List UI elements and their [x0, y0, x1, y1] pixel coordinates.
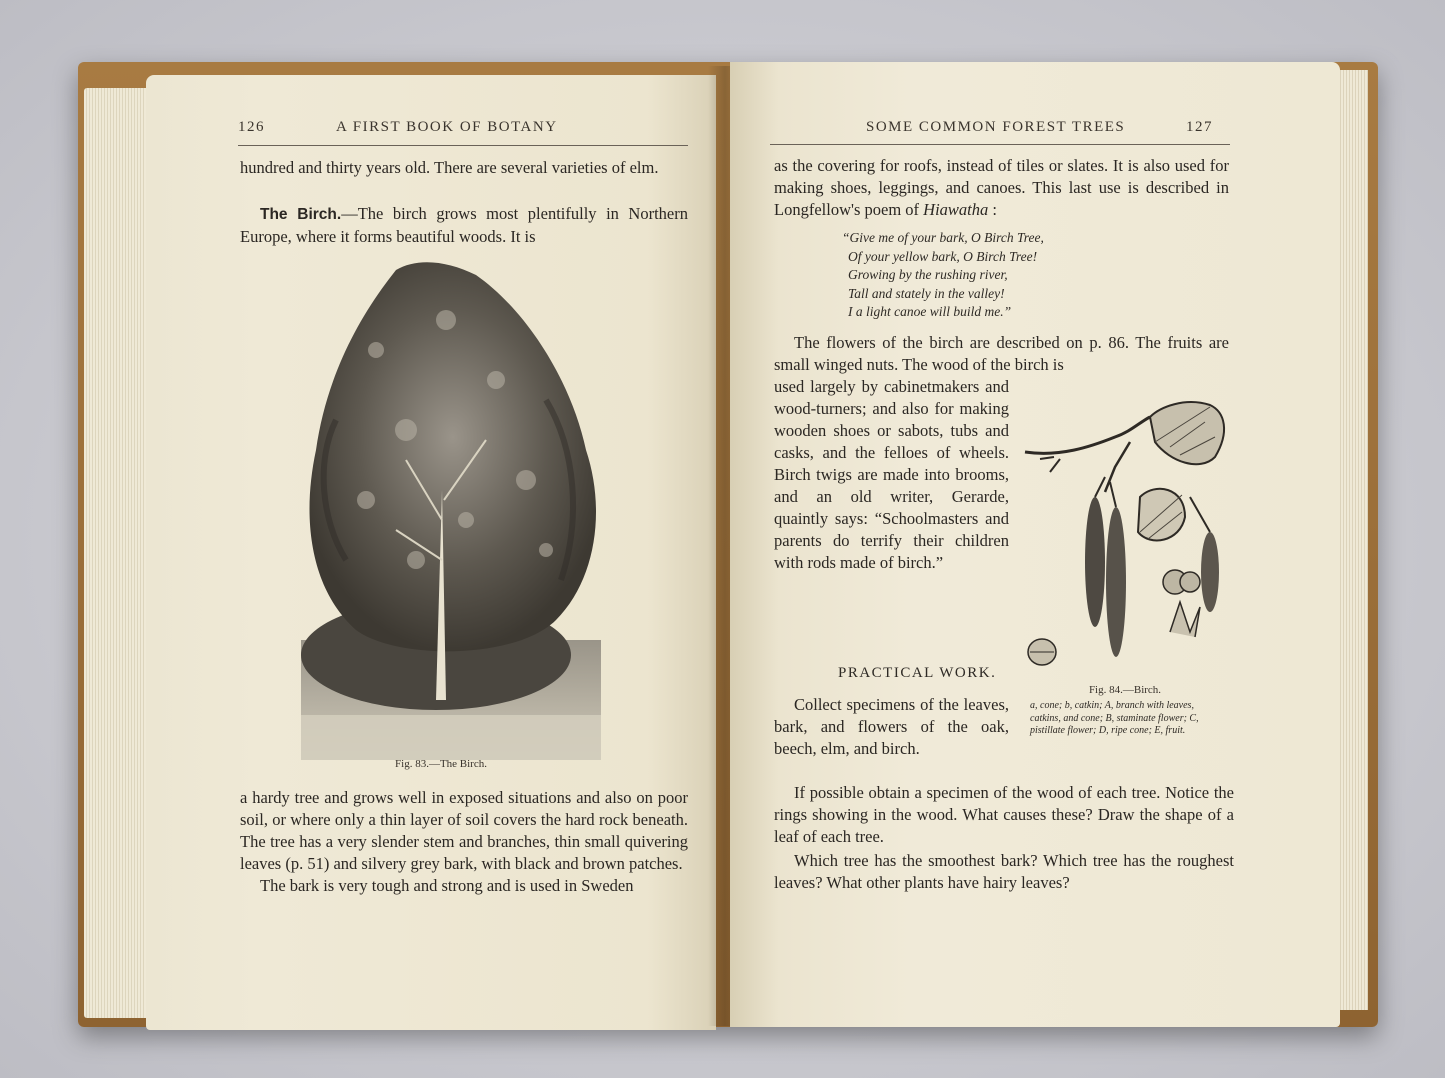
left-top-text: hundred and thirty years old. There are several varieties of elm.	[240, 158, 659, 177]
questions-text: Which tree has the smoothest bark? Which tree has the roughest leaves? What other plants have hairy leaves?	[774, 851, 1234, 892]
flowers-text: The flowers of the birch are described on p. 86. The fruits are small winged nuts. The wood of the birch is	[774, 333, 1229, 374]
right-page	[730, 62, 1340, 1027]
left-figure-caption: Fig. 83.—The Birch.	[395, 758, 487, 770]
wood-specimen-text: If possible obtain a specimen of the wood of each tree. Notice the rings showing in the wood. What causes these? Draw the shape of a leaf of each tree.	[774, 783, 1234, 846]
poem-line: Tall and stately in the valley!	[848, 285, 1005, 301]
collect-text: Collect specimens of the leaves, bark, and flowers of the oak, beech, elm, and birch.	[774, 695, 1009, 758]
practical-work-heading: PRACTICAL WORK.	[838, 665, 997, 681]
birch-catkins-illustration	[1020, 387, 1240, 682]
left-bottom-text: a hardy tree and grows well in exposed situations and also on poor soil, or where only a thin layer of soil covers the hard rock beneath. The tree has a very slender stem and branches, thin small quivering leaves (p. 51) and silvery grey bark, with black and brown patches. The bark is very tough and strong and is used in Sweden	[240, 788, 688, 895]
hiawatha-poem	[842, 229, 1044, 322]
right-header-rule	[770, 144, 1230, 145]
hiawatha-title: Hiawatha	[923, 200, 989, 219]
page-edges-right	[1338, 70, 1368, 1010]
left-page-number: 126	[238, 119, 265, 135]
left-header-rule	[238, 145, 688, 146]
right-running-head: SOME COMMON FOREST TREES	[866, 119, 1126, 135]
birch-section-title: The Birch.	[260, 206, 342, 223]
poem-line: Of your yellow bark, O Birch Tree!	[848, 248, 1038, 264]
birch-paragraph-intro: The Birch.—The birch grows most plentifully in Northern Europe, where it forms beautiful woods. It is	[240, 204, 688, 246]
poem-line: Growing by the rushing river,	[848, 267, 1008, 282]
page-edges-left	[84, 88, 154, 1018]
right-top-text: as the covering for roofs, instead of tiles or slates. It is also used for making shoes, leggings, and canoes. This last use is described in Longfellow's poem of Hiawatha :	[774, 156, 1229, 219]
right-figure-caption: Fig. 84.—Birch.	[1088, 684, 1162, 696]
right-figure-legend: a, cone; b, catkin; A, branch with leaves, catkins, and cone; B, staminate flower; C, pistillate flower; D, ripe cone; E, fruit.	[1030, 700, 1199, 736]
poem-line: “Give me of your bark, O Birch Tree,	[842, 230, 1044, 245]
left-page	[146, 75, 716, 1030]
right-page-number: 127	[1186, 119, 1213, 135]
poem-line: I a light canoe will build me.”	[848, 304, 1012, 319]
left-running-head: A FIRST BOOK OF BOTANY	[336, 119, 558, 135]
birch-tree-illustration	[296, 260, 616, 760]
wood-use-text: used largely by cabinetmakers and wood-turners; and also for making wooden shoes or sabots, tubs and casks, and the felloes of wheels. Birch twigs are made into brooms, and an old writer, Gerarde, quaintly says: “Schoolmasters and parents do terrify their children with rods made of birch.”	[774, 377, 1009, 572]
